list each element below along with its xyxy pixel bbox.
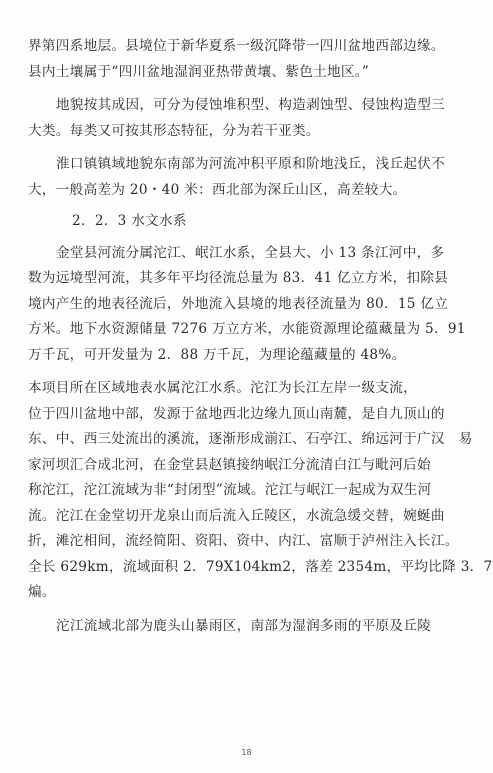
- paragraph-jintang-rivers: [28, 241, 468, 369]
- text-line: 方米。地下水资源储量 7276 万立方米，水能资源理论蕴藏量为 5．91: [28, 321, 466, 337]
- paragraph-tuojiang-basin: [28, 614, 468, 640]
- text-line: 煸。: [28, 584, 56, 600]
- text-line: 全长 629km，流域面积 2．79X104km2，落差 2354m，平均比降 3．7: [28, 558, 493, 575]
- text-line: 东、中、西三处流出的溪流，逐渐形成湔江、石亭江、绵远河于广汉 易: [28, 431, 473, 447]
- text-line: 位于四川盆地中部，发源于盆地西北边缘九顶山南麓，是自九顶山的: [28, 405, 445, 422]
- paragraph-landform: [28, 93, 468, 144]
- text-line: 流。沱江在金堂切开龙泉山而后流入丘陵区，水流急缓交替，婉蜒曲: [28, 507, 445, 524]
- text-line: 大，一般高差为 20・40 米：西北部为深丘山区，高差较大。: [28, 181, 407, 198]
- paragraph-huaikou-landform: [28, 152, 468, 203]
- text-line: 万千瓦，可开发量为 2．88 万千瓦，为理论蕴藏量的 48%。: [28, 346, 406, 363]
- document-body: [28, 34, 493, 639]
- text-line: 沱江流域北部为鹿头山暴雨区，南部为湿润多雨的平原及丘陵: [56, 617, 432, 634]
- text-line: 大类。每类又可按其形态特征，分为若干亚类。: [28, 122, 320, 139]
- paragraph-geology: [28, 34, 468, 85]
- text-line: 称沱江，沱江流域为非“封闭型”流域。沱江与岷江一起成为双生河: [28, 482, 432, 498]
- text-line: 界第四系地层。县境位于新华夏系一级沉降带一四川盆地西部边缘。: [28, 38, 445, 54]
- text-line: 地貌按其成因，可分为侵蚀堆积型、构造剥蚀型、侵蚀构造型三: [56, 97, 446, 113]
- text-line: 数为远境型河流，其多年平均径流总量为 83．41 亿立方米，扣除县: [28, 270, 449, 286]
- paragraph-tuojiang: [28, 376, 493, 606]
- text-line: 家河坝汇合成北河，在金堂县赵镇接纳岷江分流清白江与毗河后始: [28, 456, 431, 473]
- text-line: 金堂县河流分属沱江、岷江水系，全县大、小 13 条江河中，多: [56, 244, 445, 261]
- text-line: 本项目所在区域地表水属沱江水系。沱江为长江左岸一级支流，: [28, 380, 418, 396]
- text-line: 境内产生的地表径流后，外地流入县境的地表径流量为 80．15 亿立: [28, 295, 449, 312]
- text-line: 县内土壤属于“四川盆地湿润亚热带黄壤、紫色土地区。”: [28, 63, 370, 80]
- text-line: 折，滩沱相间，流经简阳、资阳、资中、内江、富顺于泸州注入长江。: [28, 533, 459, 549]
- page-number: 18: [241, 748, 252, 757]
- section-heading: 2．2．3 水文水系: [72, 213, 187, 229]
- text-line: 淮口镇镇域地貌东南部为河流冲积平原和阶地浅丘，浅丘起伏不: [56, 156, 446, 172]
